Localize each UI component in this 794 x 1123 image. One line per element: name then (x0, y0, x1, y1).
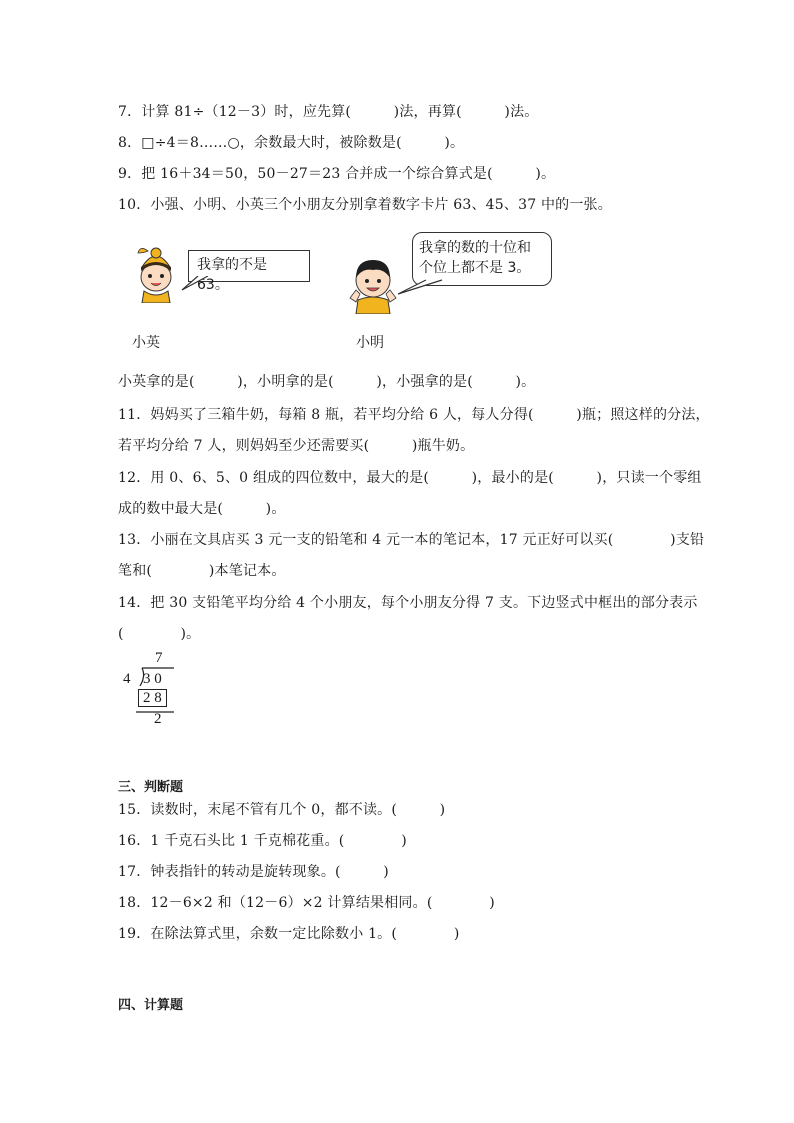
bubble-tail (180, 276, 210, 294)
question-13-line1: 13．小丽在文具店买 3 元一支的铅笔和 4 元一本的笔记本，17 元正好可以买( )支铅 (118, 532, 705, 548)
girl-avatar-icon (128, 243, 184, 303)
question-19: 19．在除法算式里，余数一定比除数小 1。( ) (118, 926, 460, 942)
question-11-line2: 若平均分给 7 人，则妈妈至少还需要买( )瓶牛奶。 (118, 438, 475, 454)
question-14-line2: ( )。 (118, 626, 201, 642)
girl-speech-text: 我拿的不是 63。 (197, 257, 267, 293)
boy-speech-line1: 我拿的数的十位和 (419, 240, 531, 256)
question-15: 15．读数时，末尾不管有几个 0，都不读。( ) (118, 802, 446, 818)
boy-speech-line2: 个位上都不是 3。 (419, 260, 531, 276)
question-10: 10．小强、小明、小英三个小朋友分别拿着数字卡片 63、45、37 中的一张。 (118, 197, 612, 213)
question-10-answer: 小英拿的是( )，小明拿的是( )，小强拿的是( )。 (118, 374, 536, 390)
question-17: 17．钟表指针的转动是旋转现象。( ) (118, 864, 389, 880)
section-judge-title: 三、判断题 (118, 780, 184, 795)
question-13-line2: 笔和( )本笔记本。 (118, 563, 286, 579)
boy-avatar-icon (346, 254, 400, 314)
question-18: 18．12－6×2 和（12－6）×2 计算结果相同。( ) (118, 895, 495, 911)
question-7: 7．计算 81÷（12－3）时，应先算( )法，再算( )法。 (118, 104, 539, 120)
question-8: 8．□÷4＝8……○，余数最大时，被除数是( )。 (118, 135, 465, 151)
boy-name: 小明 (356, 335, 384, 351)
division-quotient: 7 (155, 650, 163, 666)
division-dividend: 3 0 (143, 671, 162, 687)
division-remainder: 2 (154, 711, 162, 727)
question-11-line1: 11．妈妈买了三箱牛奶，每箱 8 瓶，若平均分给 6 人，每人分得( )瓶；照这样的分法， (118, 407, 710, 423)
division-product-box: 2 8 (138, 689, 167, 707)
question-9: 9．把 16＋34＝50，50－27＝23 合并成一个综合算式是( )。 (118, 166, 556, 182)
question-16: 16．1 千克石头比 1 千克棉花重。( ) (118, 833, 407, 849)
question-12-line2: 成的数中最大是( )。 (118, 501, 286, 517)
division-divisor: 4 (123, 671, 131, 687)
bubble-tail (396, 278, 446, 298)
question-14-line1: 14．把 30 支铅笔平均分给 4 个小朋友，每个小朋友分得 7 支。下边竖式中框出的部分表示 (118, 595, 698, 611)
section-calc-title: 四、计算题 (118, 998, 184, 1013)
girl-name: 小英 (132, 335, 160, 351)
question-12-line1: 12．用 0、6、5、0 组成的四位数中，最大的是( )，最小的是( )，只读一个零组 (118, 470, 702, 486)
